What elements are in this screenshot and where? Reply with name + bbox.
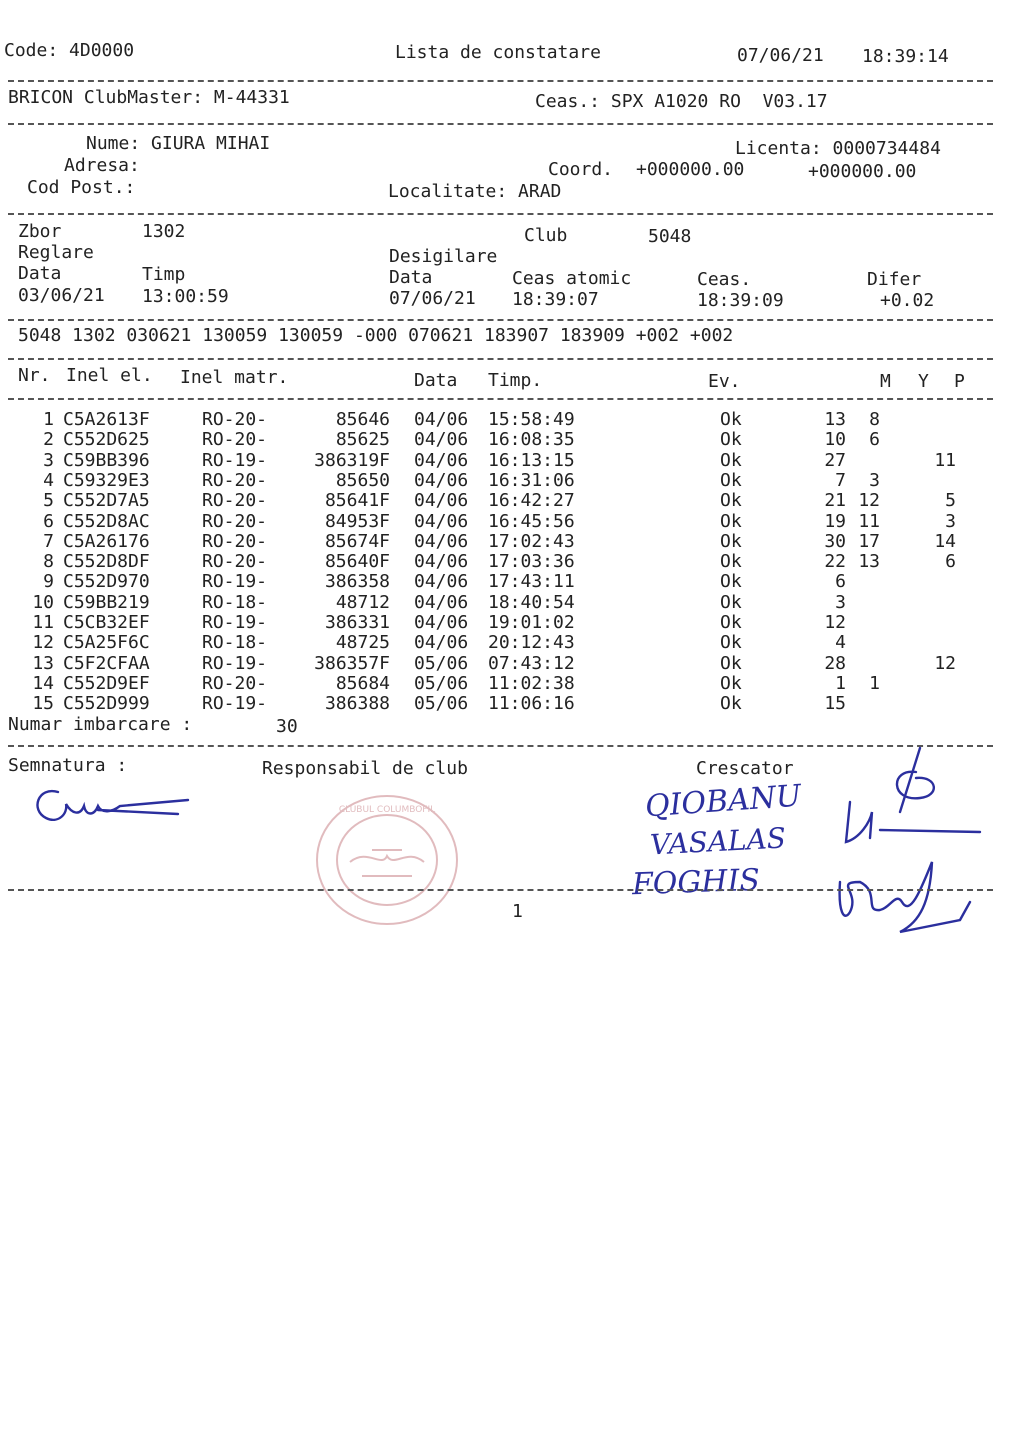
cell-el: C59329E3	[63, 469, 150, 491]
cell-p: 14	[934, 530, 956, 552]
desigilare-date: 07/06/21	[389, 288, 476, 309]
cell-nr: 1	[43, 409, 54, 430]
owner-name: Nume: GIURA MIHAI	[86, 133, 271, 154]
cell-m: 21	[824, 490, 846, 512]
device-label: BRICON ClubMaster: M-44331	[8, 87, 290, 108]
ceas-label: Ceas.	[697, 269, 752, 290]
col-header-m: M	[880, 371, 891, 392]
cell-ev: Ok	[720, 632, 742, 654]
cell-pre: RO-20-	[202, 551, 268, 573]
cell-nr: 3	[43, 449, 54, 471]
cell-m: 6	[835, 571, 846, 593]
divider	[8, 319, 993, 321]
cell-nr: 11	[32, 612, 54, 633]
cell-data: 04/06	[414, 469, 469, 491]
cell-m: 13	[824, 409, 846, 430]
cell-el: C552D8AC	[63, 510, 150, 532]
cell-timp: 16:42:27	[488, 490, 575, 512]
cell-timp: 07:43:12	[488, 652, 575, 674]
cell-y: 8	[869, 409, 880, 430]
atomic-clock-label: Ceas atomic	[512, 268, 632, 289]
cell-data: 04/06	[414, 429, 469, 451]
imbarcare-value: 30	[276, 716, 298, 737]
header-time: 18:39:14	[862, 46, 949, 67]
atomic-time: 18:39:07	[512, 289, 599, 310]
cell-pre: RO-20-	[202, 429, 268, 451]
page-number: 1	[512, 901, 523, 922]
cell-el: C59BB396	[63, 449, 150, 471]
desigilare-label: Desigilare	[389, 246, 498, 267]
col-header-timp: Timp.	[488, 370, 543, 391]
cell-pre: RO-18-	[202, 632, 268, 654]
cell-pre: RO-20-	[202, 530, 268, 552]
locality: Localitate: ARAD	[388, 181, 562, 202]
cell-data: 04/06	[414, 510, 469, 532]
cell-y: 3	[869, 469, 880, 491]
cell-matr: 386319F	[314, 449, 390, 471]
cell-pre: RO-19-	[202, 449, 268, 471]
divider	[8, 80, 993, 82]
cell-timp: 16:08:35	[488, 429, 575, 451]
data2-label: Data	[389, 267, 433, 288]
cell-pre: RO-20-	[202, 490, 268, 512]
club-value: 5048	[648, 226, 692, 247]
cell-el: C5F2CFAA	[63, 652, 150, 674]
col-header-ev: Ev.	[708, 371, 741, 392]
cell-matr: 386358	[324, 571, 390, 593]
address-label: Adresa:	[64, 155, 140, 176]
cell-pre: RO-19-	[202, 612, 268, 633]
cell-y: 11	[858, 510, 880, 532]
col-header-p: P	[954, 371, 965, 392]
semnatura-label: Semnatura :	[8, 755, 128, 776]
cell-el: C552D970	[63, 571, 150, 593]
cell-m: 12	[824, 612, 846, 633]
cell-el: C552D625	[63, 429, 150, 451]
cell-data: 04/06	[414, 591, 469, 613]
reglare-label: Reglare	[18, 242, 94, 263]
cell-ev: Ok	[720, 510, 742, 532]
cell-nr: 7	[43, 530, 54, 552]
cell-pre: RO-19-	[202, 652, 268, 674]
cell-el: C552D8DF	[63, 551, 150, 573]
cell-ev: Ok	[720, 409, 742, 430]
cell-matr: 85640F	[324, 551, 390, 573]
cell-m: 15	[824, 693, 846, 715]
cell-matr: 85684	[335, 672, 390, 694]
summary-code-line: 5048 1302 030621 130059 130059 -000 070621 183907 183909 +002 +002	[18, 325, 734, 346]
seal-text: CLUBUL COLUMBOFIL	[338, 805, 436, 815]
col-header-nr: Nr.	[18, 365, 51, 386]
cell-nr: 12	[32, 632, 54, 654]
cell-ev: Ok	[720, 469, 742, 491]
col-header-data: Data	[414, 370, 458, 391]
cell-m: 19	[824, 510, 846, 532]
responsabil-label: Responsabil de club	[262, 758, 468, 779]
cell-pre: RO-18-	[202, 591, 268, 613]
ceas-time: 18:39:09	[697, 290, 784, 311]
cell-y: 17	[858, 530, 880, 552]
club-label: Club	[524, 225, 568, 246]
cell-data: 05/06	[414, 672, 469, 694]
cell-p: 12	[934, 652, 956, 674]
cell-data: 04/06	[414, 409, 469, 430]
coord-x: +000000.00	[636, 159, 745, 180]
cell-timp: 11:02:38	[488, 672, 575, 694]
divider	[8, 889, 993, 891]
zbor-label: Zbor	[18, 221, 62, 242]
divider	[8, 398, 993, 400]
cell-pre: RO-20-	[202, 409, 268, 430]
cell-el: C59BB219	[63, 591, 150, 613]
cell-m: 10	[824, 429, 846, 451]
cell-matr: 85641F	[324, 490, 390, 512]
cell-y: 1	[869, 672, 880, 694]
cell-nr: 10	[32, 591, 54, 613]
cell-timp: 17:02:43	[488, 530, 575, 552]
cell-ev: Ok	[720, 429, 742, 451]
cell-nr: 14	[32, 672, 54, 694]
reglare-time: 13:00:59	[142, 286, 229, 307]
cell-matr: 84953F	[324, 510, 390, 532]
cell-ev: Ok	[720, 449, 742, 471]
cell-data: 05/06	[414, 652, 469, 674]
cell-m: 27	[824, 449, 846, 471]
cell-nr: 15	[32, 693, 54, 715]
cell-data: 04/06	[414, 632, 469, 654]
difer-label: Difer	[867, 269, 922, 290]
cell-ev: Ok	[720, 612, 742, 633]
postcode-label: Cod Post.:	[27, 177, 136, 198]
imbarcare-label: Numar imbarcare :	[8, 714, 193, 735]
cell-pre: RO-19-	[202, 693, 268, 715]
cell-p: 6	[945, 551, 956, 573]
cell-ev: Ok	[720, 591, 742, 613]
cell-timp: 11:06:16	[488, 693, 575, 715]
cell-matr: 85625	[335, 429, 390, 451]
cell-m: 7	[835, 469, 846, 491]
reglare-date: 03/06/21	[18, 285, 105, 306]
cell-ev: Ok	[720, 693, 742, 715]
cell-el: C552D7A5	[63, 490, 150, 512]
cell-matr: 85646	[335, 409, 390, 430]
cell-y: 12	[858, 490, 880, 512]
cell-nr: 5	[43, 490, 54, 512]
cell-timp: 18:40:54	[488, 591, 575, 613]
cell-nr: 4	[43, 469, 54, 491]
cell-ev: Ok	[720, 571, 742, 593]
divider	[8, 123, 993, 125]
cell-data: 05/06	[414, 693, 469, 715]
cell-m: 28	[824, 652, 846, 674]
crescator-name-1: QIOBANU	[643, 778, 803, 825]
cell-matr: 386357F	[314, 652, 390, 674]
cell-y: 13	[858, 551, 880, 573]
cell-matr: 48712	[335, 591, 390, 613]
col-header-inel-el: Inel el.	[66, 365, 153, 386]
clock-label: Ceas.: SPX A1020 RO V03.17	[535, 91, 828, 112]
divider	[8, 358, 993, 360]
header-date: 07/06/21	[737, 45, 824, 66]
cell-m: 22	[824, 551, 846, 573]
cell-ev: Ok	[720, 490, 742, 512]
cell-matr: 85650	[335, 469, 390, 491]
col-header-inel-matr: Inel matr.	[180, 367, 289, 388]
timp-label: Timp	[142, 264, 186, 285]
cell-nr: 2	[43, 429, 54, 451]
license-number: Licenta: 0000734484	[735, 138, 941, 159]
cell-timp: 20:12:43	[488, 632, 575, 654]
cell-ev: Ok	[720, 672, 742, 694]
coord-y: +000000.00	[808, 161, 917, 182]
crescator-signatures	[820, 742, 990, 942]
cell-m: 4	[835, 632, 846, 654]
cell-el: C5A25F6C	[63, 632, 150, 654]
cell-nr: 9	[43, 571, 54, 593]
cell-p: 3	[945, 510, 956, 532]
cell-pre: RO-19-	[202, 571, 268, 593]
crescator-name-3: FOGHIS	[631, 862, 761, 903]
owner-signature	[28, 780, 203, 830]
cell-pre: RO-20-	[202, 469, 268, 491]
club-seal	[312, 790, 462, 930]
data-label: Data	[18, 263, 62, 284]
cell-p: 5	[945, 490, 956, 512]
cell-ev: Ok	[720, 652, 742, 674]
cell-m: 3	[835, 591, 846, 613]
cell-nr: 13	[32, 652, 54, 674]
cell-matr: 85674F	[324, 530, 390, 552]
coord-label: Coord.	[548, 159, 614, 180]
cell-m: 30	[824, 530, 846, 552]
cell-ev: Ok	[720, 551, 742, 573]
difer-value: +0.02	[880, 290, 935, 311]
document-title: Lista de constatare	[395, 42, 601, 63]
cell-data: 04/06	[414, 490, 469, 512]
cell-el: C552D9EF	[63, 672, 150, 694]
cell-nr: 6	[43, 510, 54, 532]
cell-pre: RO-20-	[202, 672, 268, 694]
cell-data: 04/06	[414, 449, 469, 471]
code-label: Code: 4D0000	[4, 40, 135, 61]
cell-timp: 16:31:06	[488, 469, 575, 491]
divider	[8, 213, 993, 215]
cell-timp: 17:43:11	[488, 571, 575, 593]
cell-p: 11	[934, 449, 956, 471]
cell-ev: Ok	[720, 530, 742, 552]
cell-timp: 15:58:49	[488, 409, 575, 430]
cell-el: C5A26176	[63, 530, 150, 552]
cell-data: 04/06	[414, 551, 469, 573]
cell-nr: 8	[43, 551, 54, 573]
cell-matr: 386331	[324, 612, 390, 633]
cell-y: 6	[869, 429, 880, 451]
col-header-y: Y	[918, 371, 929, 392]
cell-matr: 48725	[335, 632, 390, 654]
cell-el: C5CB32EF	[63, 612, 150, 633]
cell-timp: 19:01:02	[488, 612, 575, 633]
crescator-name-2: VASALAS	[649, 821, 787, 862]
cell-el: C5A2613F	[63, 409, 150, 430]
cell-el: C552D999	[63, 693, 150, 715]
cell-m: 1	[835, 672, 846, 694]
crescator-label: Crescator	[696, 758, 794, 779]
cell-data: 04/06	[414, 530, 469, 552]
cell-data: 04/06	[414, 612, 469, 633]
zbor-value: 1302	[142, 221, 186, 242]
cell-timp: 16:45:56	[488, 510, 575, 532]
cell-matr: 386388	[324, 693, 390, 715]
cell-pre: RO-20-	[202, 510, 268, 532]
cell-data: 04/06	[414, 571, 469, 593]
cell-timp: 16:13:15	[488, 449, 575, 471]
cell-timp: 17:03:36	[488, 551, 575, 573]
